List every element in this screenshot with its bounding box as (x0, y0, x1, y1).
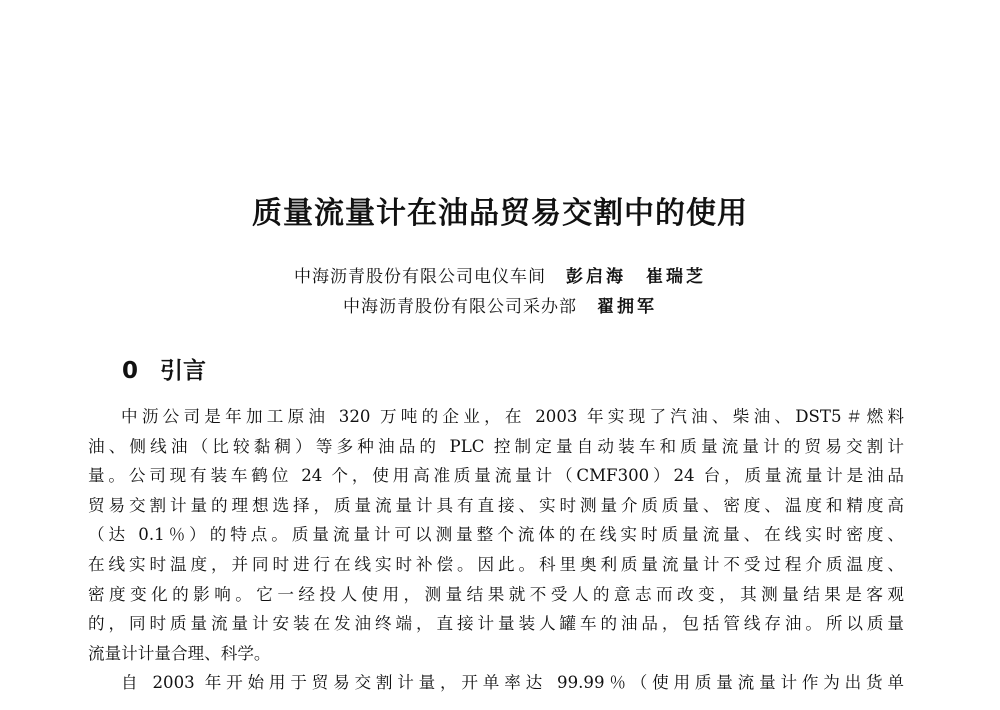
body-line: 自 2003 年开始用于贸易交割计量，开单率达 99.99％（使用质量流量计作为出货单 (121, 673, 904, 693)
body-line: 的，同时质量流量计安装在发油终端，直接计量装人罐车的油品，包括管线存油。所以质量 (88, 614, 904, 634)
author-names: 翟拥军 (597, 297, 657, 317)
section-number: 0 (122, 358, 139, 384)
author-affiliation: 中海沥青股份有限公司采办部 (343, 297, 577, 317)
author-affiliation: 中海沥青股份有限公司电仪车间 (294, 267, 546, 287)
body-line: 油、侧线油（比较黏稠）等多种油品的 PLC 控制定量自动装车和质量流量计的贸易交割计 (88, 436, 904, 456)
body-line: 流量计计量合理、科学。 (88, 643, 271, 663)
body-line: 中沥公司是年加工原油 320 万吨的企业，在 2003 年实现了汽油、柴油、DST5＃燃料 (121, 407, 904, 426)
body-line: （达 0.1％）的特点。质量流量计可以测量整个流体的在线实时质量流量、在线实时密度、 (88, 525, 904, 545)
paper-title: 质量流量计在油品贸易交割中的使用 (252, 196, 748, 231)
body-line: 贸易交割计量的理想选择，质量流量计具有直接、实时测量介质质量、密度、温度和精度高 (88, 495, 904, 515)
body-line: 量。公司现有装车鹤位 24 个，使用高准质量流量计（CMF300）24 台，质量流量计是油品 (88, 466, 904, 486)
author-names: 彭启海 崔瑞芝 (566, 267, 706, 287)
section-heading (122, 352, 206, 385)
body-line: 密度变化的影响。它一经投人使用，测量结果就不受人的意志而改变，其测量结果是客观 (88, 584, 904, 604)
author-line-1 (0, 262, 1000, 287)
body-line: 在线实时温度，并同时进行在线实时补偿。因此。科里奥利质量流量计不受过程介质温度、 (88, 554, 904, 574)
section-title: 引言 (160, 358, 207, 384)
body-text (88, 402, 904, 698)
author-line-2 (0, 292, 1000, 317)
